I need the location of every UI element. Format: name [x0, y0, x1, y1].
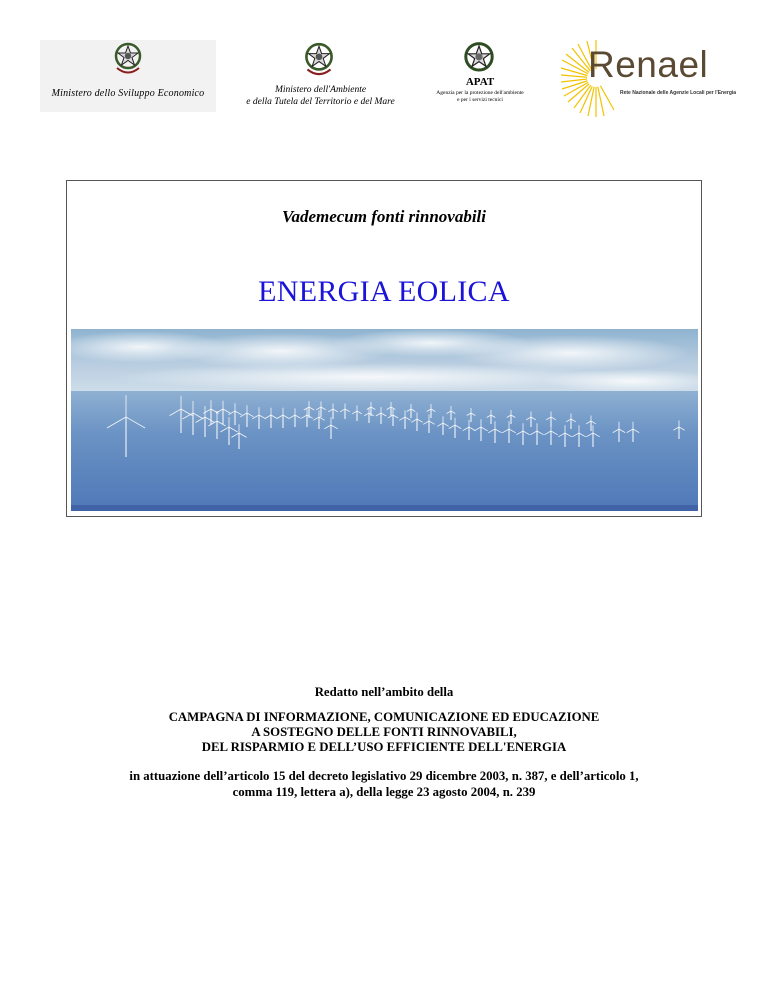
- legal-reference: [60, 769, 708, 800]
- apat-sub-line1: Agenzia per la protezione dell'ambiente: [436, 90, 524, 96]
- renael-name: Renael: [588, 44, 709, 85]
- logo-renael: [560, 38, 737, 118]
- italian-republic-emblem-icon: [303, 40, 335, 82]
- apat-sub-line2: e per i servizi tecnici: [457, 97, 503, 103]
- logo-ministero-sviluppo-economico: [40, 40, 216, 112]
- apat-name: APAT: [465, 76, 495, 88]
- legal-reference-line-1: in attuazione dell’articolo 15 del decreto legislativo 29 dicembre 2003, n. 387, e dell’articolo 1,: [129, 769, 639, 783]
- campaign-title: [0, 710, 768, 755]
- campaign-line-1: CAMPAGNA DI INFORMAZIONE, COMUNICAZIONE ED EDUCAZIONE: [168, 710, 600, 724]
- italian-republic-emblem-icon: [114, 40, 142, 80]
- campaign-line-3: DEL RISPARMIO E DELL’USO EFFICIENTE DELL'ENERGIA: [201, 740, 567, 754]
- mat-caption-line2: e della Tutela del Territorio e del Mare: [246, 97, 395, 107]
- cover-subtitle: Vademecum fonti rinnovabili: [281, 207, 487, 226]
- mse-caption: Ministero dello Sviluppo Economico: [51, 88, 205, 99]
- cover-title: ENERGIA EOLICA: [258, 275, 510, 308]
- logo-header: [0, 0, 768, 130]
- italian-republic-emblem-icon: [462, 40, 496, 76]
- renael-sub: Rete Nazionale delle Agenzie Locali per l'Energia: [620, 90, 737, 96]
- offshore-wind-farm-photo: [71, 329, 698, 511]
- logo-ministero-ambiente: [243, 40, 398, 116]
- redatto-line: Redatto nell’ambito della: [314, 685, 454, 699]
- logo-apat: [430, 40, 530, 120]
- legal-reference-line-2: comma 119, lettera a), della legge 23 agosto 2004, n. 239: [232, 784, 536, 799]
- campaign-line-2: A SOSTEGNO DELLE FONTI RINNOVABILI,: [251, 725, 517, 739]
- mat-caption-line1: Ministero dell'Ambiente: [274, 85, 367, 95]
- cover-frame: [66, 180, 702, 517]
